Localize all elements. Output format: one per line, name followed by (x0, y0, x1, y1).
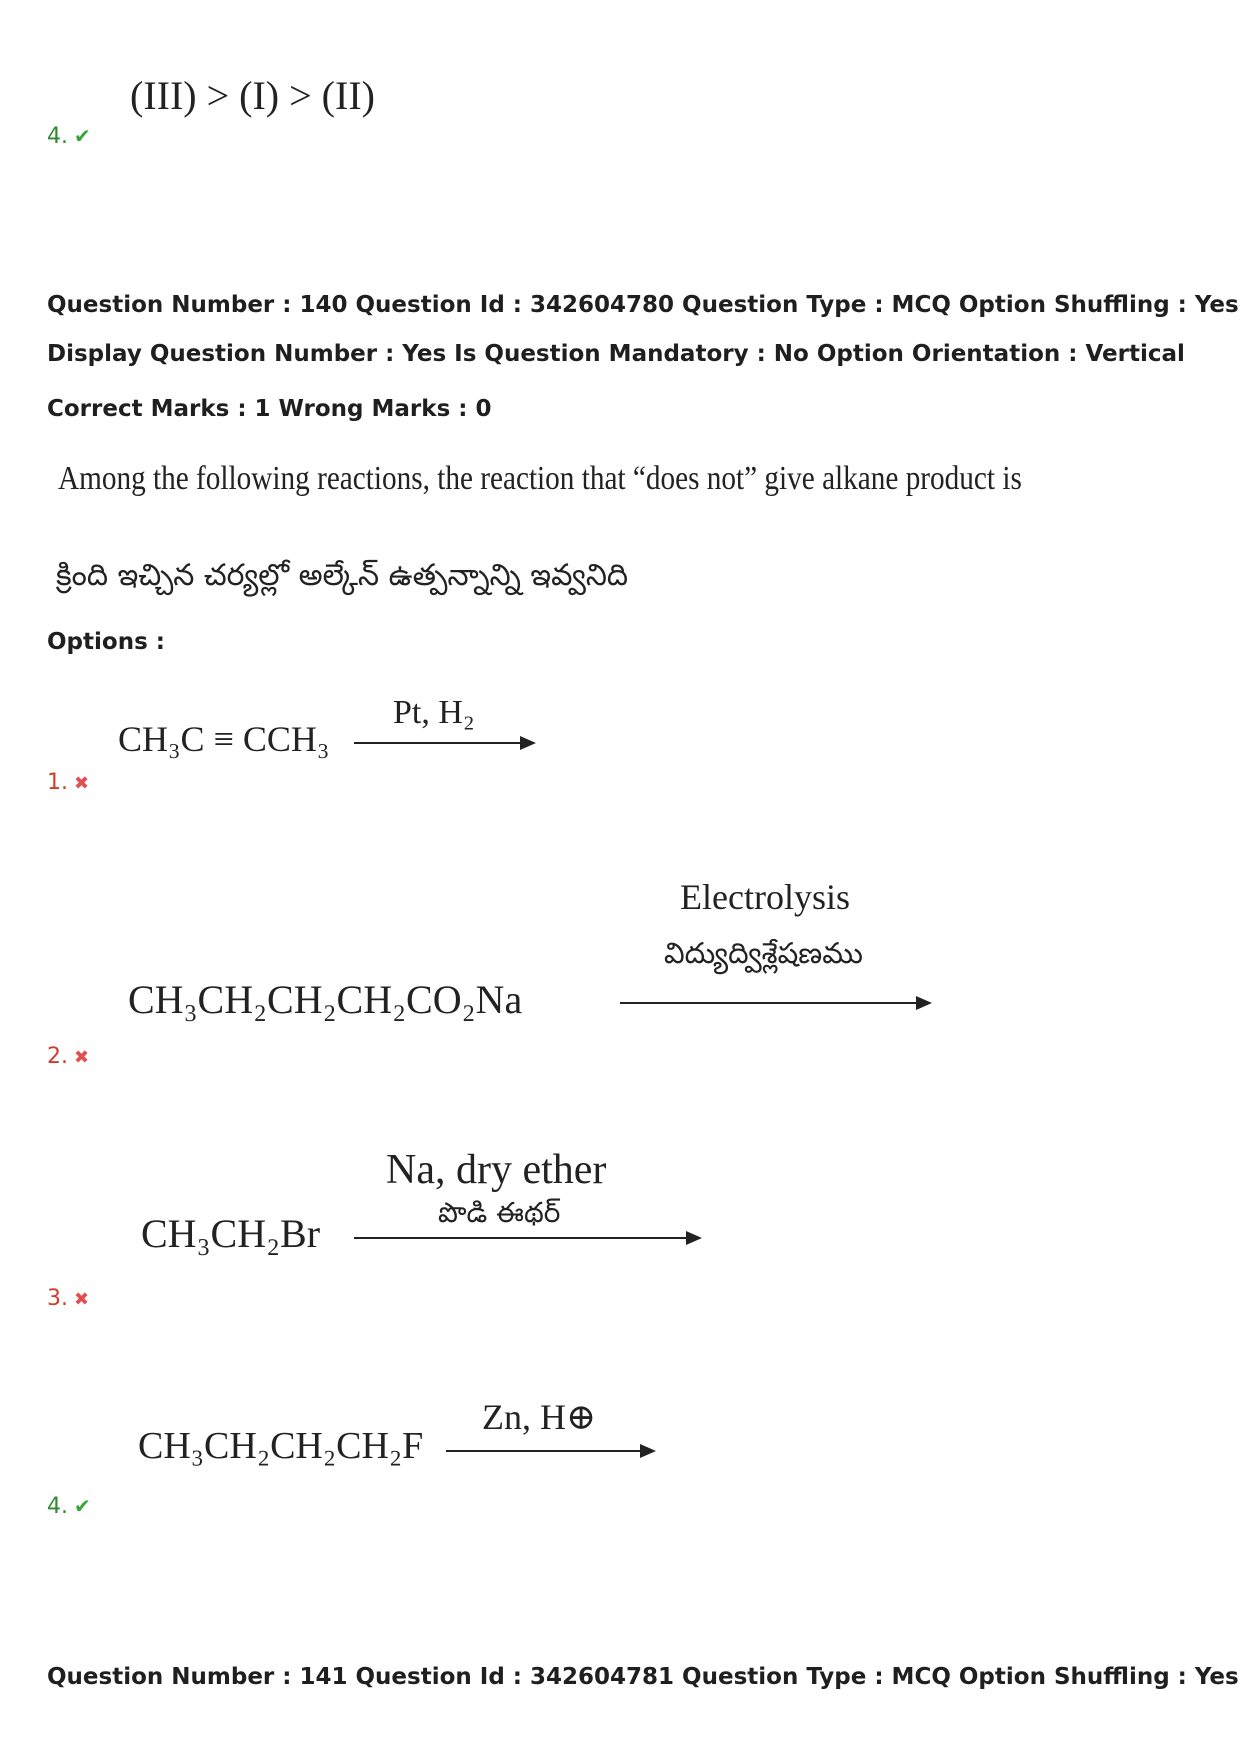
cross-icon: ✖ (74, 1289, 90, 1310)
option-number-label: 3. (47, 1286, 68, 1311)
option-number-label: 4. (47, 124, 68, 149)
option-number-label: 4. (47, 1494, 68, 1519)
question-text-english: Among the following reactions, the reaction that “does not” give alkane product is (58, 460, 1022, 497)
option-2-reactant: CH₃CH₂CH₂CH₂CO₂Na (128, 977, 523, 1022)
prev-option-number (47, 124, 91, 149)
options-label: Options : (47, 629, 165, 655)
option-1-arrow-head (520, 736, 536, 750)
option-2-reagent: Electrolysis (680, 877, 850, 917)
check-icon: ✔ (74, 1494, 91, 1518)
cross-icon: ✖ (74, 773, 90, 794)
check-icon: ✔ (74, 124, 91, 148)
option-4-reagent: Zn, H⊕ (482, 1397, 597, 1437)
option-1-reagent: Pt, H₂ (393, 694, 475, 731)
option-2-arrow-shaft (620, 1002, 920, 1004)
prev-option-formula: (III) > (I) > (II) (130, 73, 375, 118)
option-4-number (47, 1494, 91, 1519)
option-4-arrow-shaft (446, 1450, 644, 1452)
option-1-number (47, 770, 89, 795)
option-3-reagent: Na, dry ether (386, 1147, 607, 1193)
question-meta-line-2: Display Question Number : Yes Is Question Mandatory : No Option Orientation : Vertical (47, 341, 1185, 367)
option-number-label: 1. (47, 770, 68, 795)
option-2-reagent-telugu: విద్యుద్విశ్లేషణము (664, 936, 863, 970)
option-4-arrow-head (640, 1444, 656, 1458)
option-3-reactant: CH₃CH₂Br (141, 1211, 321, 1256)
option-3-arrow-head (686, 1231, 702, 1245)
option-4-reactant: CH₃CH₂CH₂CH₂F (138, 1425, 424, 1467)
question-meta-line-1: Question Number : 140 Question Id : 342604780 Question Type : MCQ Option Shuffling : Yes (47, 292, 1239, 318)
option-3-reagent-telugu: పొడి ఈథర్ (438, 1196, 561, 1229)
option-number-label: 2. (47, 1044, 68, 1069)
option-2-arrow-head (916, 996, 932, 1010)
option-1-arrow-shaft (354, 742, 524, 744)
option-3-number (47, 1286, 89, 1311)
option-1-reactant: CH₃C ≡ CCH₃ (118, 719, 330, 759)
question-text-telugu: క్రింది ఇచ్చిన చర్యల్లో అల్కేన్ ఉత్పన్నాన్ని ఇవ్వనిది (56, 558, 629, 593)
cross-icon: ✖ (74, 1047, 90, 1068)
next-question-meta-line-1: Question Number : 141 Question Id : 342604781 Question Type : MCQ Option Shuffling : Yes (47, 1664, 1239, 1690)
option-3-arrow-shaft (354, 1237, 690, 1239)
option-2-number (47, 1044, 89, 1069)
question-meta-line-3: Correct Marks : 1 Wrong Marks : 0 (47, 396, 492, 422)
